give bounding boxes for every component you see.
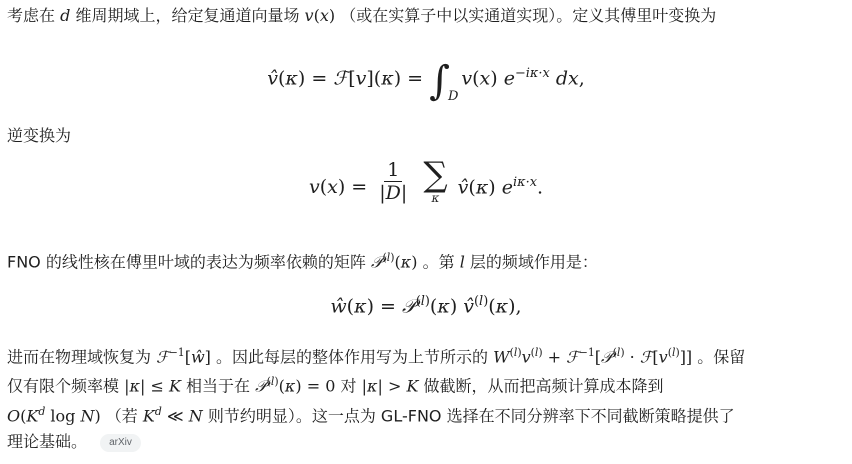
text-run: 考虑在 (7, 6, 56, 25)
math-inline: ) (328, 6, 336, 25)
text-run: 对 (340, 376, 357, 396)
paragraph-conclusion-line-4 (7, 430, 141, 454)
text-run: 理论基础。 (7, 432, 88, 451)
math-inline: W (493, 347, 510, 367)
text-run: （或在实算子中以实通道实现）。定义其傅里叶变换为 (340, 6, 717, 25)
equation-fourier-transform: v̂(κ) = ℱ[v](κ) = $\int_Dv(x)$ $e^{-i\kappa\cdot x}$ dx, (267, 58, 585, 105)
text-run: 层的频域作用是： (469, 252, 598, 272)
paragraph-kernel: FNO 的线性核在傅里叶域的表达为频率依赖的矩阵 𝒫$^{(l)}$(κ) 。第 l 层的频域作用是： (7, 251, 598, 272)
math-inline: O (7, 406, 21, 426)
text-run: 。第 (422, 252, 455, 272)
source-badge[interactable]: arXiv (100, 434, 141, 452)
text-run: 做截断，从而把高频计算成本降到 (423, 376, 664, 396)
text-run: 相当于在 (186, 376, 251, 396)
paragraph-conclusion-line-2: 仅有限个频率模 |κ| ≤ K 相当于在 𝒫$^{(l)}$(κ) = 0 对 |κ| > K 做截断，从而把高频计算成本降到 (7, 375, 664, 396)
math-inline: | (124, 376, 130, 396)
equation-inverse-transform: v(x) = $\frac{1}{|D|}$ ∑ κ v̂(κ) $e^{i\kappa\cdot x}$. (308, 155, 544, 205)
math-inline: K (142, 406, 155, 426)
paragraph-inverse-label (7, 124, 71, 148)
text-run: 。保留 (697, 347, 746, 367)
math-inline: d (60, 6, 76, 25)
paragraph-intro (7, 4, 716, 28)
text-run: FNO 的线性核在傅里叶域的表达为频率依赖的矩阵 (7, 252, 366, 272)
equation-frequency-action: ŵ(κ) = 𝒫$^{(l)}$(κ) v̂$^{(l)}$(κ), (330, 294, 522, 318)
text-run: 进而在物理域恢复为 (7, 347, 152, 367)
text-run: （若 (105, 406, 138, 426)
math-inline: v (304, 6, 314, 25)
text-run: 维周期域上，给定复通道向量场 (75, 6, 300, 25)
math-inline: ( (313, 6, 320, 25)
text-run: 则节约明显）。这一点为 GL-FNO 选择在不同分辨率下不同截断策略提供了 (207, 406, 735, 426)
math-inline: x (319, 6, 329, 25)
math-inline: l (459, 252, 470, 272)
math-inline: | (361, 376, 367, 396)
text-run: 仅有限个频率模 (7, 376, 120, 396)
math-inline: 𝒫 (370, 252, 383, 272)
text-run: 逆变换为 (7, 126, 72, 145)
math-inline: ℱ (156, 347, 169, 367)
paragraph-conclusion-line-3: $O(K^d$ log N) （若 $K^d$ ≪ N 则节约明显）。这一点为 GL-FNO 选择在不同分辨率下不同截断策略提供了 (7, 405, 735, 426)
paragraph-conclusion-line-1: 进而在物理域恢复为 ℱ$^{-1}$[ŵ] 。因此每层的整体作用写为上节所示的 $W^{(l)}v^{(l)}$ + ℱ$^{-1}$[𝒫$^{(l)}$ · $ℱ[v^{(l)}]$] 。保留 (7, 346, 746, 367)
math-inline: 𝒫 (255, 376, 267, 396)
text-run: 。因此每层的整体作用写为上节所示的 (216, 347, 489, 367)
